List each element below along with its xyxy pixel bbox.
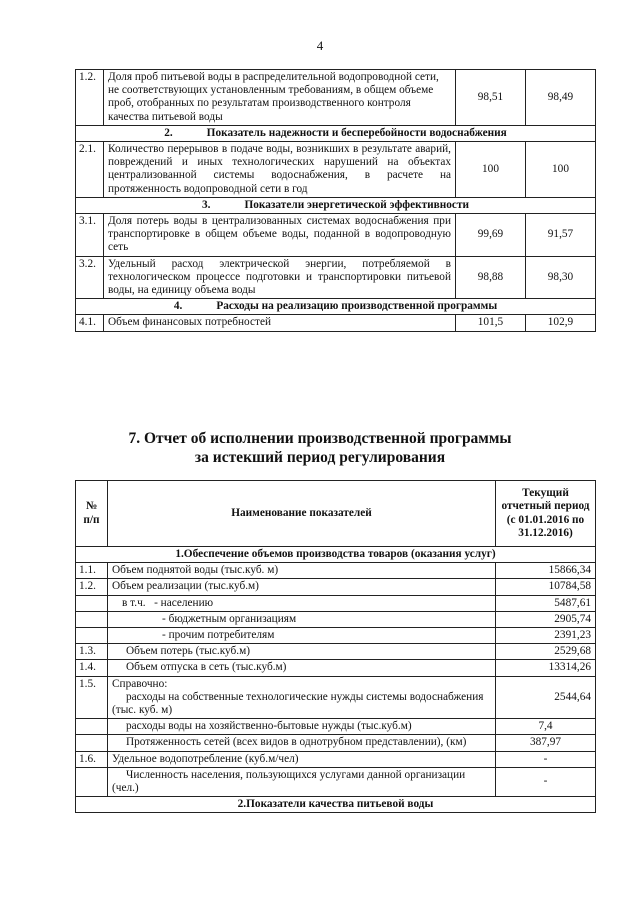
- row-value-2: 98,30: [526, 256, 596, 299]
- table-row: [76, 315, 596, 331]
- row-description: Количество перерывов в подаче воды, возникших в результате аварий, повреждений и иных технологических нарушений на объектах централизованной системы водоснабжения, в расчете на протяженность водопроводной сети в год: [104, 142, 456, 198]
- table-row: [76, 719, 596, 735]
- row-value: 2544,64: [496, 676, 596, 719]
- row-label: - населению: [154, 596, 214, 609]
- row-label: Справочно:: [112, 677, 168, 690]
- row-value: 2391,23: [496, 628, 596, 644]
- table-row: [76, 579, 596, 595]
- section-title: 1.Обеспечение объемов производства товаров (оказания услуг): [76, 547, 596, 563]
- row-value: -: [496, 767, 596, 796]
- section-row: [76, 547, 596, 563]
- section-number: 3.: [201, 198, 211, 211]
- table-row: [76, 767, 596, 796]
- row-number: 4.1.: [76, 315, 104, 331]
- table-row: [76, 735, 596, 751]
- report-title-line-1: 7. Отчет об исполнении производственной программы: [128, 430, 512, 447]
- row-value: 2905,74: [496, 611, 596, 627]
- row-name: расходы воды на хозяйственно-бытовые нужды (тыс.куб.м): [108, 719, 496, 735]
- row-value: 7,4: [496, 719, 596, 735]
- report-title-line-2: за истекший период регулирования: [194, 449, 446, 466]
- row-number: 1.2.: [76, 70, 104, 126]
- row-number: 1.1.: [76, 563, 108, 579]
- row-number: 1.4.: [76, 660, 108, 676]
- section-row: [76, 197, 596, 213]
- table-row: [76, 595, 596, 611]
- row-number: 1.5.: [76, 676, 108, 719]
- section-row: [76, 299, 596, 315]
- row-number: 1.2.: [76, 579, 108, 595]
- row-value-2: 98,49: [526, 70, 596, 126]
- section-row: [76, 797, 596, 813]
- section-title: 2.Показатели качества питьевой воды: [76, 797, 596, 813]
- section-title: Показатели энергетической эффективности: [244, 198, 469, 211]
- table-row: [76, 256, 596, 299]
- row-name: Протяженность сетей (всех видов в однотрубном представлении), (км): [108, 735, 496, 751]
- row-text: расходы на собственные технологические нужды системы водоснабжения (тыс. куб. м): [112, 690, 484, 717]
- row-number: 1.6.: [76, 751, 108, 767]
- row-value-2: 91,57: [526, 214, 596, 257]
- row-name: Численность населения, пользующихся услугами данной организации (чел.): [108, 767, 496, 796]
- indicators-table: [75, 69, 596, 332]
- row-name: [108, 595, 496, 611]
- table-row: [76, 142, 596, 198]
- row-value-1: 98,51: [456, 70, 526, 126]
- row-value-2: 100: [526, 142, 596, 198]
- section-title: Показатель надежности и бесперебойности водоснабжения: [206, 126, 507, 139]
- row-description: Объем финансовых потребностей: [104, 315, 456, 331]
- row-value-2: 102,9: [526, 315, 596, 331]
- row-value: -: [496, 751, 596, 767]
- row-name: Объем отпуска в сеть (тыс.куб.м): [108, 660, 496, 676]
- row-value-1: 100: [456, 142, 526, 198]
- row-value: 5487,61: [496, 595, 596, 611]
- row-value: 387,97: [496, 735, 596, 751]
- row-description: Доля потерь воды в централизованных системах водоснабжения при транспортировке в общем объеме воды, поданной в водопроводную сеть: [104, 214, 456, 257]
- row-value-1: 101,5: [456, 315, 526, 331]
- table-row: [76, 628, 596, 644]
- section-number: 4.: [173, 300, 183, 313]
- row-number: 3.2.: [76, 256, 104, 299]
- report-table: [75, 480, 596, 813]
- row-prefix: в т.ч.: [122, 596, 146, 609]
- row-value: 15866,34: [496, 563, 596, 579]
- table-row: [76, 70, 596, 126]
- section-number: 2.: [164, 126, 173, 139]
- header-number: № п/п: [76, 481, 108, 547]
- row-name: - бюджетным организациям: [108, 611, 496, 627]
- row-value: 10784,58: [496, 579, 596, 595]
- page-number: 4: [316, 38, 324, 53]
- section-title: Расходы на реализацию производственной программы: [216, 300, 498, 313]
- row-number: 1.3.: [76, 644, 108, 660]
- table-row: [76, 214, 596, 257]
- row-value-1: 99,69: [456, 214, 526, 257]
- row-name: Объем потерь (тыс.куб.м): [108, 644, 496, 660]
- row-name: Удельное водопотребление (куб.м/чел): [108, 751, 496, 767]
- header-row: [76, 481, 596, 547]
- table-row: [76, 660, 596, 676]
- table-row: [76, 751, 596, 767]
- header-name: Наименование показателей: [108, 481, 496, 547]
- row-name: Объем реализации (тыс.куб.м): [108, 579, 496, 595]
- section-row: [76, 125, 596, 141]
- header-period: Текущий отчетный период (с 01.01.2016 по 31.12.2016): [496, 481, 596, 547]
- row-value-1: 98,88: [456, 256, 526, 299]
- table-row: [76, 676, 596, 719]
- row-description: Удельный расход электрической энергии, потребляемой в технологическом процессе подготовки и транспортировки питьевой воды, на единицу объема воды: [104, 256, 456, 299]
- report-title: [0, 429, 640, 467]
- row-name: [108, 676, 496, 719]
- row-name: Объем поднятой воды (тыс.куб. м): [108, 563, 496, 579]
- table-row: [76, 611, 596, 627]
- row-number: 3.1.: [76, 214, 104, 257]
- row-description: Доля проб питьевой воды в распределительной водопроводной сети, не соответствующих установленным требованиям, в общем объеме проб, отобранных по результатам производственного контроля качества питьевой воды: [104, 70, 456, 126]
- row-number: 2.1.: [76, 142, 104, 198]
- table-row: [76, 563, 596, 579]
- row-value: 13314,26: [496, 660, 596, 676]
- row-name: - прочим потребителям: [108, 628, 496, 644]
- row-value: 2529,68: [496, 644, 596, 660]
- table-row: [76, 644, 596, 660]
